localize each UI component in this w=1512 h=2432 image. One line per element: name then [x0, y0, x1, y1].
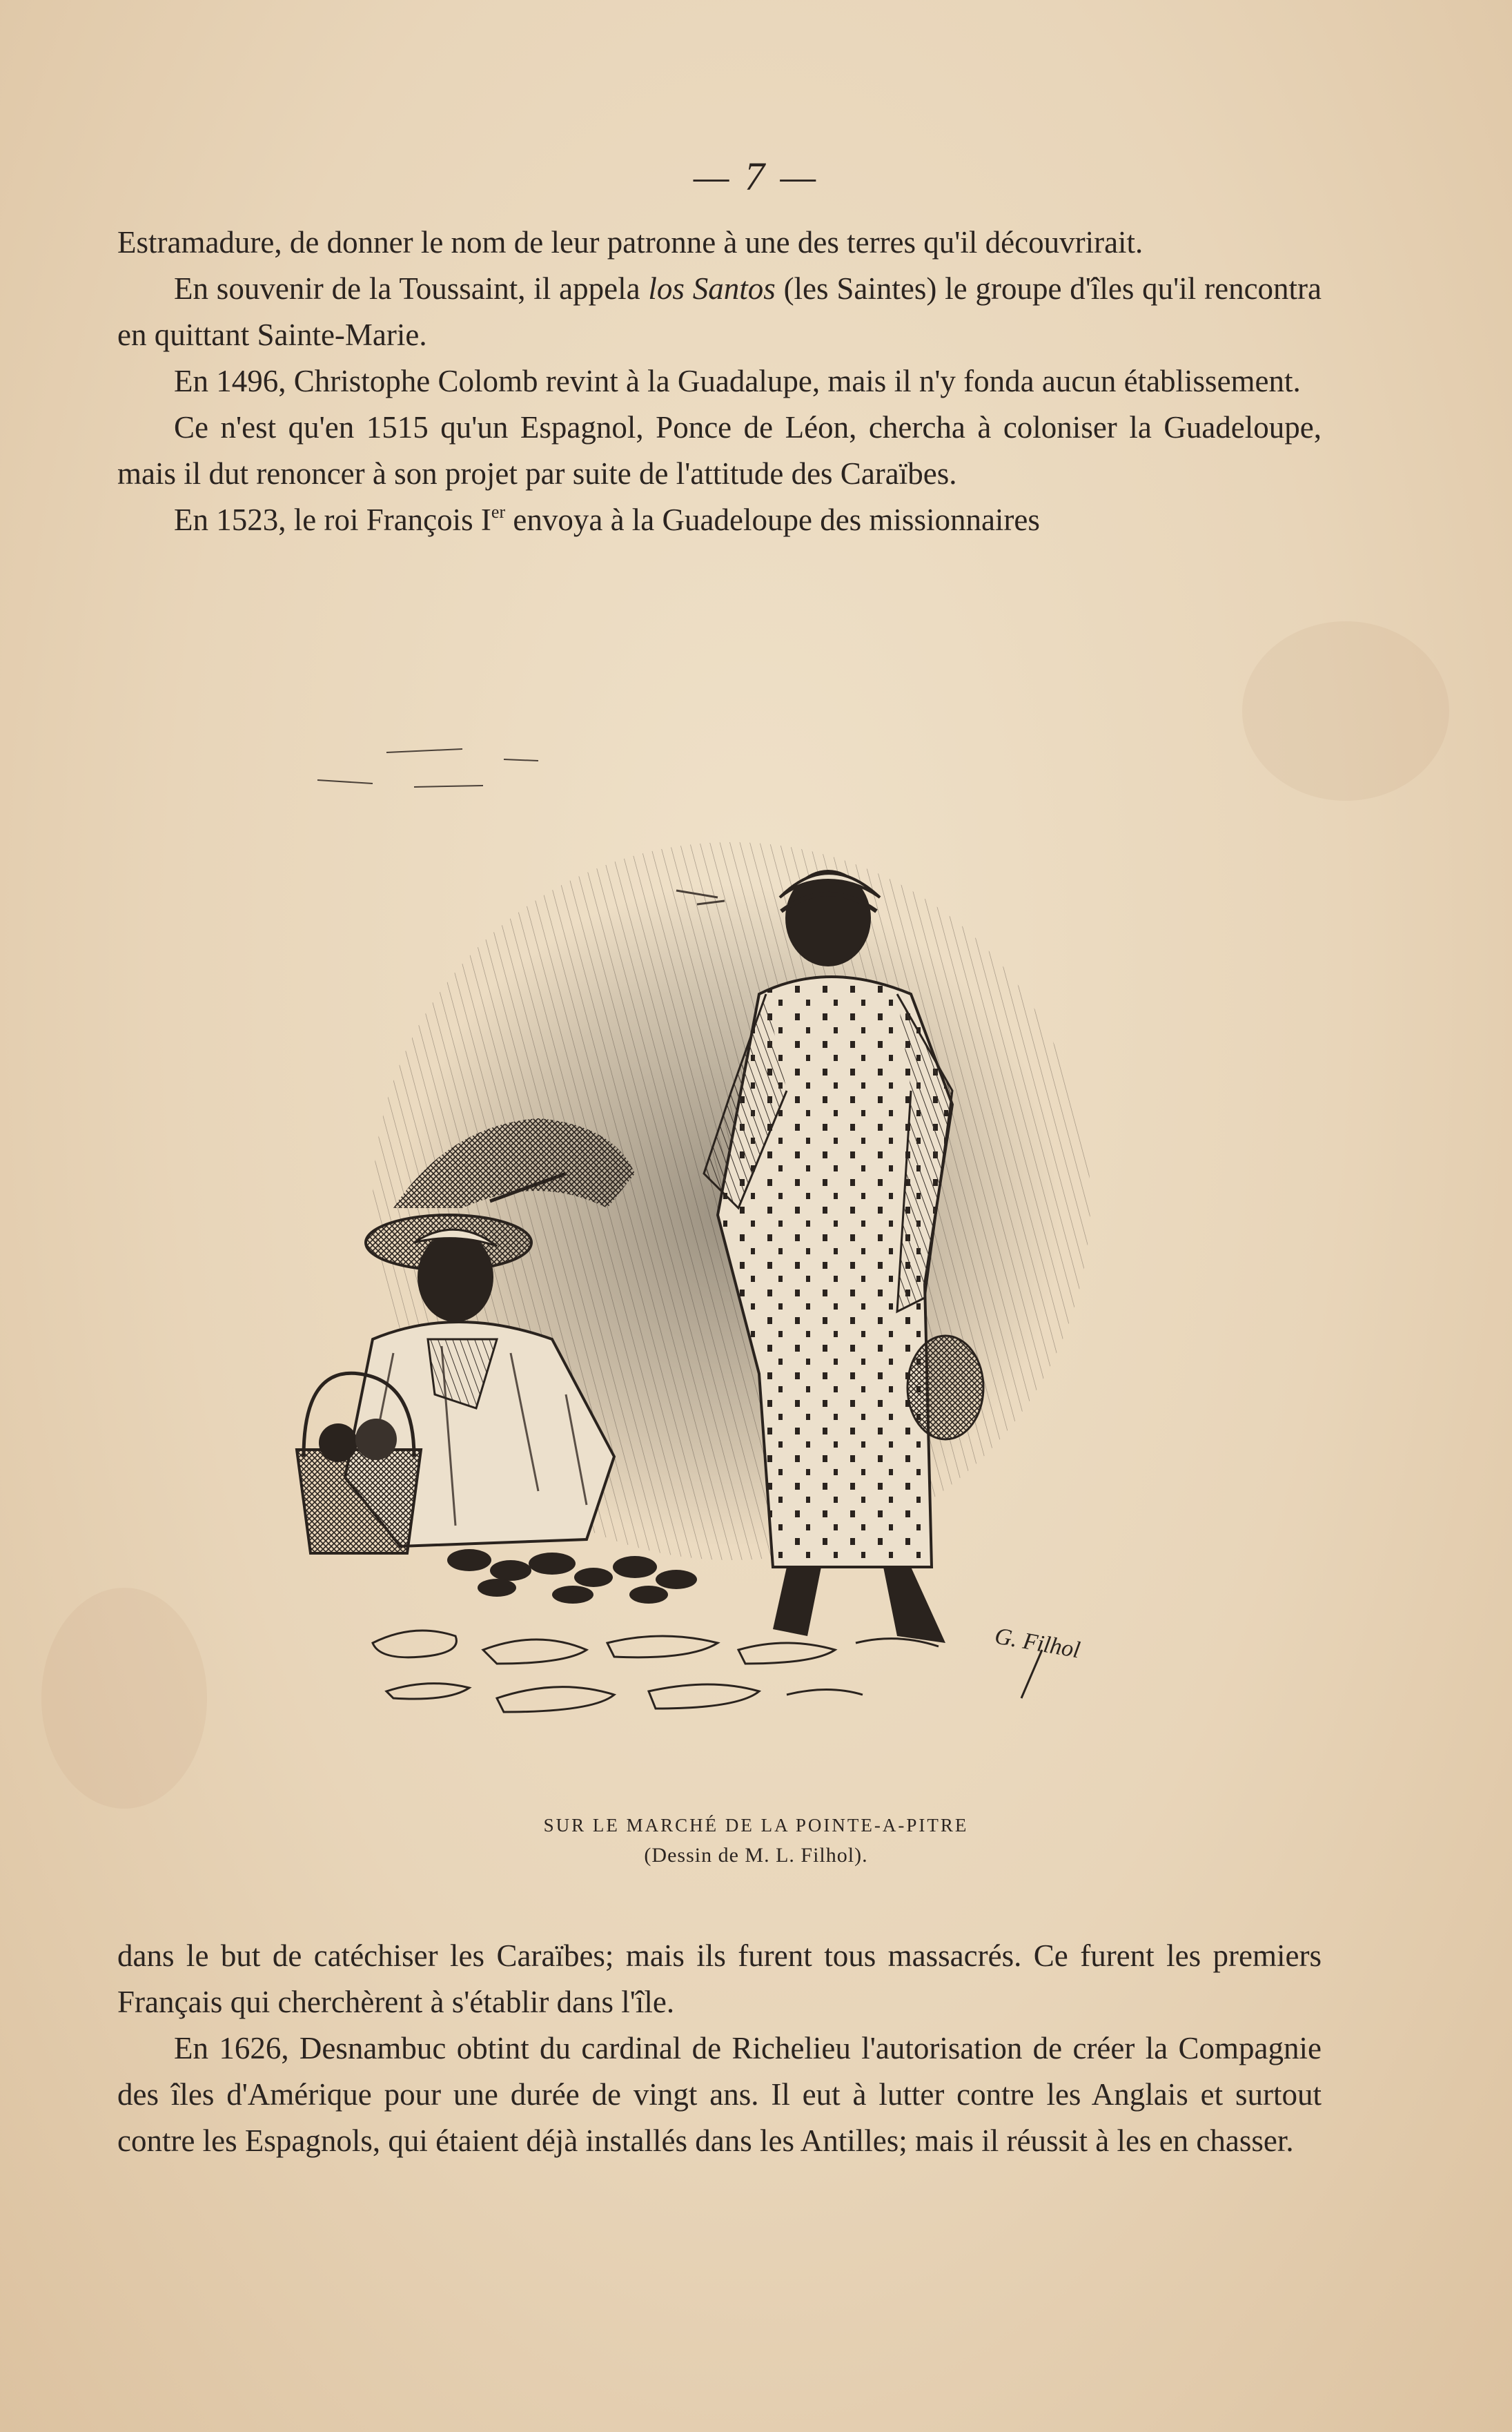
- body-text-top: [117, 220, 1322, 543]
- signature-stroke: [1021, 1650, 1042, 1698]
- paragraph: Ce n'est qu'en 1515 qu'un Espagnol, Ponce de Léon, chercha à coloniser la Guadeloupe, mais il dut renoncer à son projet par suite de l'attitude des Caraïbes.: [117, 410, 1322, 491]
- page-number: — 7 —: [693, 154, 819, 199]
- paragraph: dans le but de catéchiser les Caraïbes; mais ils furent tous massacrés. Ce furent les premiers Français qui cherchèrent à s'établir dans l'île.: [117, 1938, 1322, 2019]
- caption-title: SUR LE MARCHÉ DE LA POINTE-A-PITRE: [543, 1815, 969, 1836]
- paragraph: En 1626, Desnambuc obtint du cardinal de Richelieu l'autorisation de créer la Compagnie des îles d'Amérique pour une durée de vingt ans. Il eut à lutter contre les Anglais et surtout contre les Espagnols, qui étaient déjà installés dans les Antilles; mais il réussit à les en chasser.: [117, 2031, 1322, 2158]
- ground-cobbles: [373, 1631, 939, 1712]
- paragraph: En 1523, le roi François Ier envoya à la Guadeloupe des missionnaires: [174, 502, 1040, 537]
- figure-caption: [0, 1810, 1512, 1871]
- engraving-illustration: [290, 732, 1125, 1795]
- basket: [297, 1373, 421, 1553]
- paragraph: Estramadure, de donner le nom de leur patronne à une des terres qu'il découvrirait.: [117, 225, 1143, 260]
- caption-credit: (Dessin de M. L. Filhol).: [644, 1844, 868, 1867]
- paper-stain: [41, 1588, 207, 1809]
- paragraph: En 1496, Christophe Colomb revint à la Guadalupe, mais il n'y fonda aucun établissement.: [174, 364, 1301, 398]
- sketch-stroke: [317, 749, 538, 787]
- fruit-pile: [447, 1549, 697, 1604]
- body-text-bottom: [117, 1933, 1322, 2164]
- paragraph: En souvenir de la Toussaint, il appela los Santos (les Saintes) le groupe d'îles qu'il rencontra en quittant Sainte-Marie.: [117, 271, 1322, 352]
- paper-stain: [1242, 621, 1449, 801]
- artist-signature: G. Filhol: [992, 1623, 1082, 1664]
